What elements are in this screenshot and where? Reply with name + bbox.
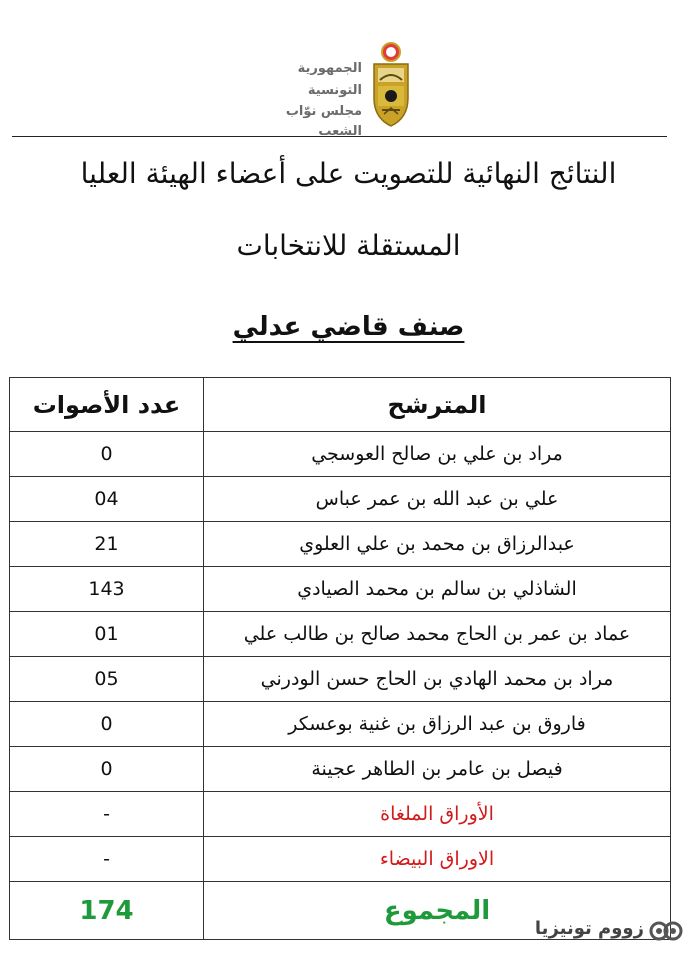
institution-line2: مجلس نوّاب الشعب: [285, 104, 362, 139]
candidate-name: مراد بن محمد الهادي بن الحاج حسن الودرني: [204, 657, 671, 702]
table-row: [10, 702, 671, 747]
candidate-name: فيصل بن عامر بن الطاهر عجينة: [204, 747, 671, 792]
cancelled-ballots-count: -: [10, 792, 204, 837]
cancelled-ballots-label: الأوراق الملغاة: [204, 792, 671, 837]
table-row: [10, 432, 671, 477]
candidate-name: عبدالرزاق بن محمد بن علي العلوي: [204, 522, 671, 567]
infinity-logo-icon: [648, 920, 684, 942]
vote-count: 04: [10, 477, 204, 522]
table-row: [10, 477, 671, 522]
candidate-column-header: المترشح: [204, 378, 671, 432]
vote-count: 143: [10, 567, 204, 612]
vote-count: 0: [10, 747, 204, 792]
vote-count: 01: [10, 612, 204, 657]
table-header-row: [10, 378, 671, 432]
votes-column-header: عدد الأصوات: [10, 378, 204, 432]
vote-count: 05: [10, 657, 204, 702]
candidate-name: مراد بن علي بن صالح العوسجي: [204, 432, 671, 477]
table-row: [10, 612, 671, 657]
vote-count: 0: [10, 432, 204, 477]
vote-count: 0: [10, 702, 204, 747]
institution-name: [250, 58, 362, 142]
candidate-name: عماد بن عمر بن الحاج محمد صالح بن طالب علي: [204, 612, 671, 657]
coat-of-arms-icon: [366, 40, 416, 130]
watermark-text: زووم تونيزيا: [534, 918, 644, 939]
table-row: [10, 522, 671, 567]
vote-count: 21: [10, 522, 204, 567]
total-count: 174: [10, 882, 204, 940]
watermark: [520, 916, 690, 946]
table-row: [10, 567, 671, 612]
table-row: [10, 747, 671, 792]
blank-ballots-row: [10, 837, 671, 882]
table-row: [10, 657, 671, 702]
page-title-line1: النتائج النهائية للتصويت على أعضاء الهيئة العليا: [80, 157, 617, 190]
institution-line1: الجمهورية التونسية: [297, 61, 362, 98]
blank-ballots-label: الاوراق البيضاء: [204, 837, 671, 882]
candidate-name: علي بن عبد الله بن عمر عباس: [204, 477, 671, 522]
header: [0, 30, 697, 139]
blank-ballots-count: -: [10, 837, 204, 882]
cancelled-ballots-row: [10, 792, 671, 837]
category-subtitle: صنف قاضي عدلي: [232, 312, 465, 342]
total-label: المجموع: [204, 882, 671, 940]
header-divider: [12, 136, 667, 137]
candidate-name: الشاذلي بن سالم بن محمد الصيادي: [204, 567, 671, 612]
candidate-name: فاروق بن عبد الرزاق بن غنية بوعسكر: [204, 702, 671, 747]
page-title-line2: المستقلة للانتخابات: [236, 229, 461, 262]
results-table: [9, 377, 671, 940]
